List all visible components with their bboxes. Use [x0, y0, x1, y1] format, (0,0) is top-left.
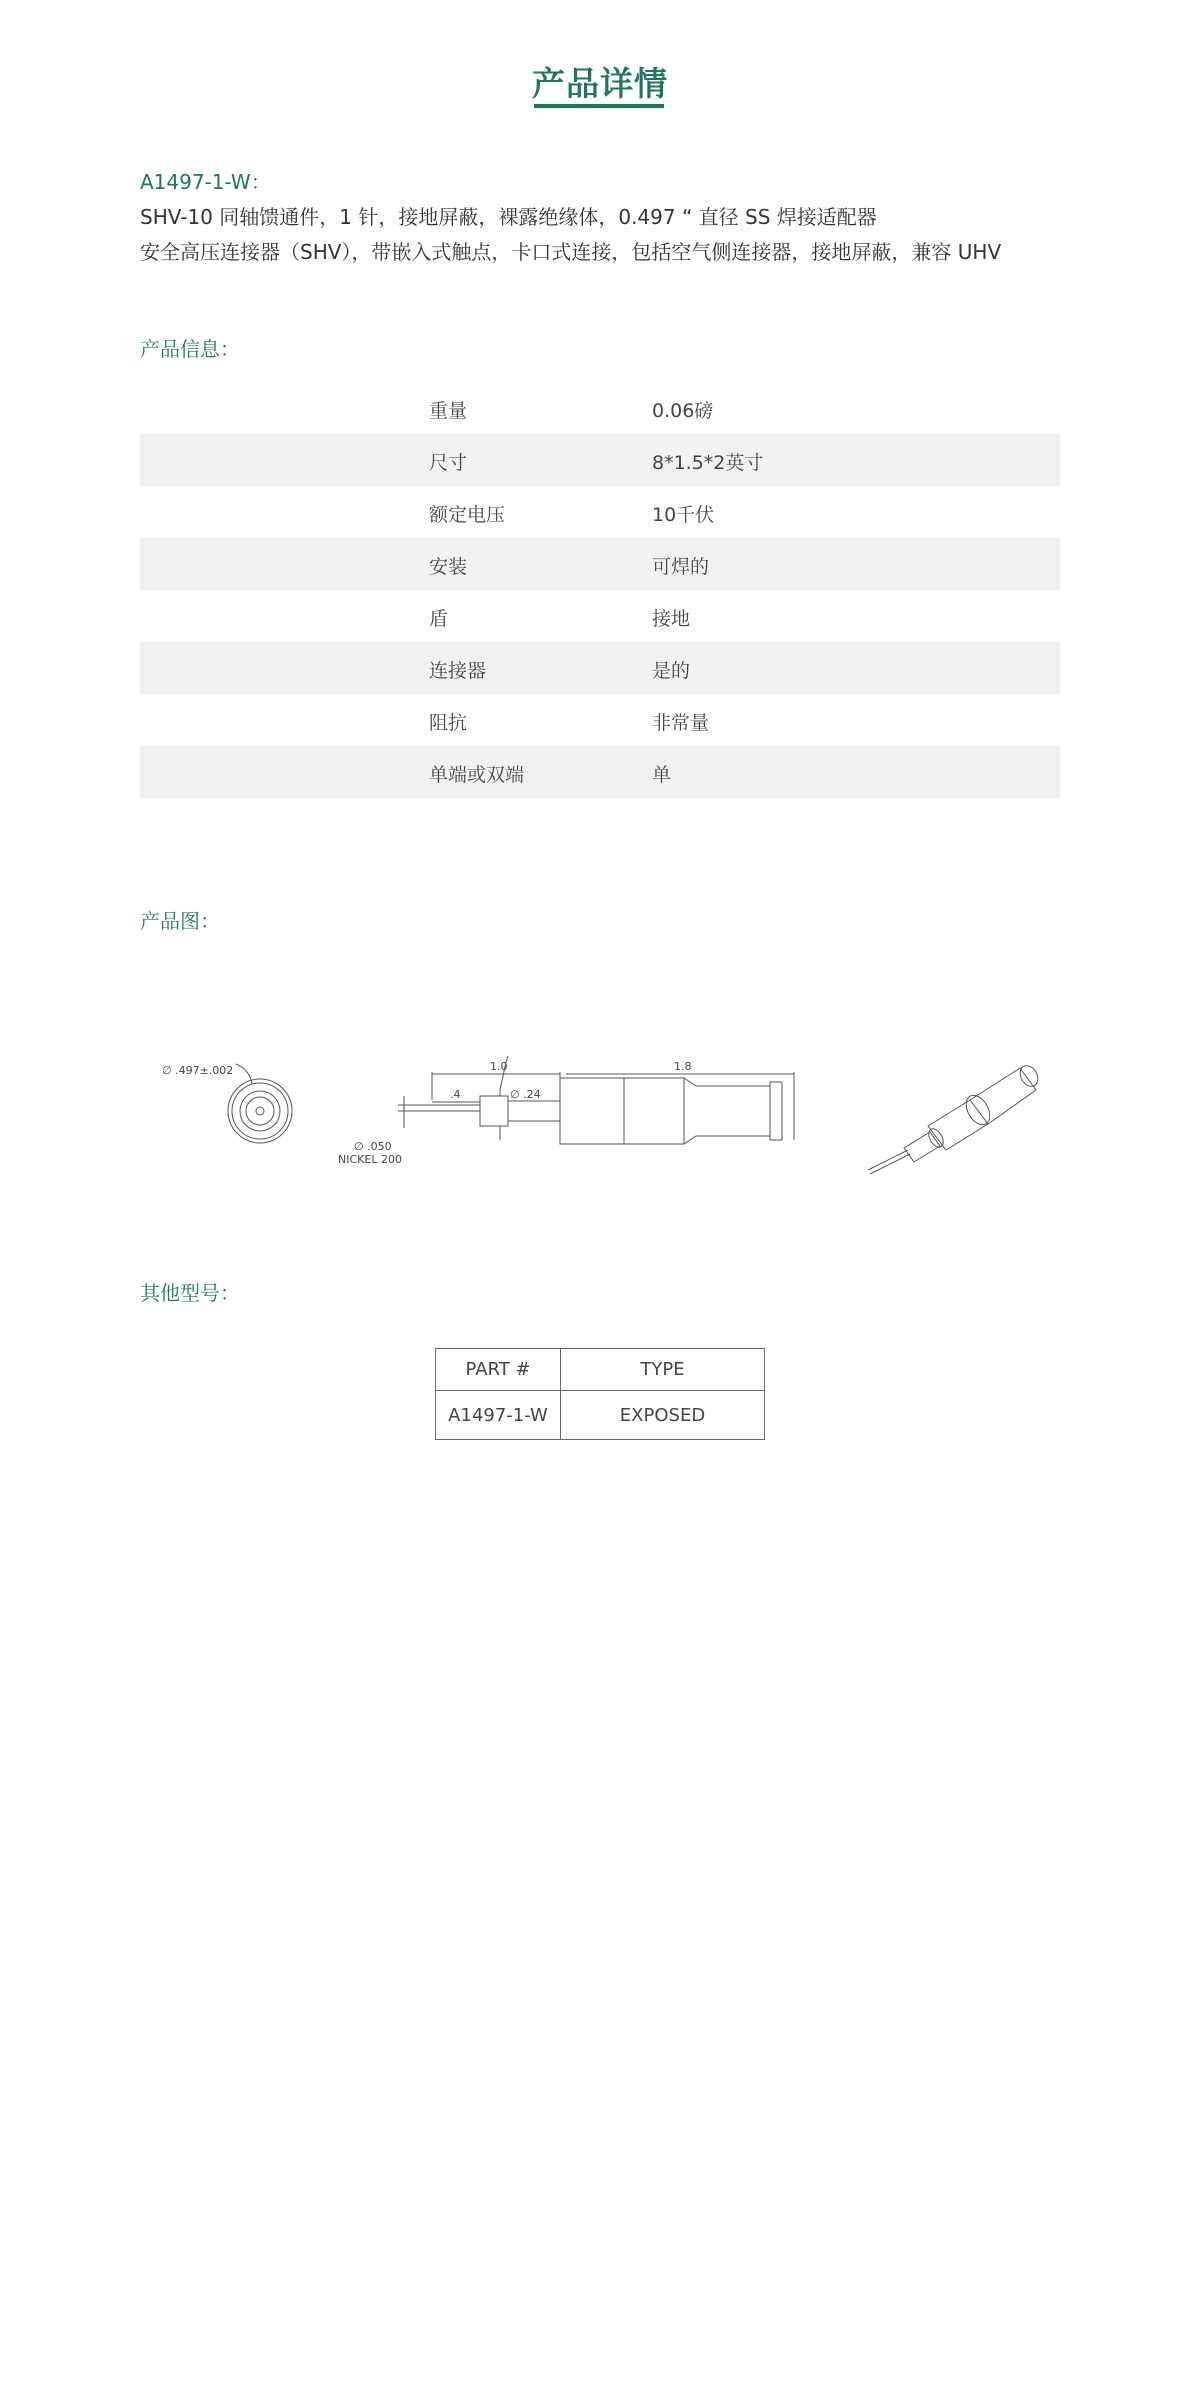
- spec-row: [140, 486, 1060, 538]
- table-row: [436, 1391, 765, 1440]
- spec-value: 10千伏: [652, 504, 715, 526]
- header-type: TYPE: [561, 1349, 765, 1391]
- model-label: A1497-1-W：: [140, 170, 271, 194]
- dim-pin-length: .4: [450, 1088, 461, 1101]
- other-models-table: [435, 1348, 765, 1440]
- spec-row: [140, 590, 1060, 642]
- spec-key: 盾: [429, 608, 449, 630]
- spec-value: 接地: [652, 608, 691, 630]
- spec-key: 连接器: [429, 660, 487, 682]
- product-info-label: 产品信息：: [140, 337, 240, 361]
- spec-key: 额定电压: [429, 504, 506, 526]
- spec-row: [140, 694, 1060, 746]
- spec-row: [140, 538, 1060, 590]
- page-title: 产品详情: [532, 64, 668, 103]
- spec-key: 阻抗: [429, 712, 468, 734]
- product-image-label: 产品图：: [140, 909, 220, 933]
- spec-value: 单: [652, 764, 672, 786]
- header-part: PART #: [436, 1349, 561, 1391]
- other-models-label: 其他型号：: [140, 1281, 240, 1305]
- spec-row: [140, 746, 1060, 798]
- dim-wire-material: NICKEL 200: [338, 1153, 402, 1166]
- spec-value: 非常量: [652, 712, 710, 734]
- spec-value: 可焊的: [652, 556, 710, 578]
- spec-key: 安装: [429, 556, 468, 578]
- dim-pin-diameter: ∅ .24: [510, 1088, 541, 1101]
- spec-value: 8*1.5*2英寸: [652, 452, 764, 474]
- spec-row: [140, 642, 1060, 694]
- dim-diameter: ∅ .497±.002: [162, 1064, 234, 1077]
- spec-row: [140, 382, 1060, 434]
- description-line-1: SHV-10 同轴馈通件，1 针，接地屏蔽，裸露绝缘体，0.497 “ 直径 SS 焊接适配器: [140, 205, 877, 229]
- table-header-row: [436, 1349, 765, 1391]
- spec-key: 重量: [429, 400, 468, 422]
- technical-drawing: [140, 1000, 1060, 1200]
- spec-row: [140, 434, 1060, 486]
- dim-length-total: 1.0: [490, 1060, 508, 1073]
- title-underline: [534, 104, 664, 108]
- cell-type: EXPOSED: [561, 1391, 765, 1440]
- dim-wire-diameter: ∅ .050: [354, 1140, 392, 1153]
- spec-key: 尺寸: [429, 452, 468, 474]
- spec-value: 0.06磅: [652, 400, 714, 422]
- spec-key: 单端或双端: [429, 764, 525, 786]
- spec-value: 是的: [652, 660, 691, 682]
- front-view: [228, 1064, 292, 1143]
- dim-length-body: 1.8: [674, 1060, 692, 1073]
- description-line-2: 安全高压连接器（SHV），带嵌入式触点，卡口式连接，包括空气侧连接器，接地屏蔽，兼容 UHV: [140, 240, 1002, 264]
- iso-view: [868, 1062, 1041, 1174]
- spec-table: [140, 382, 1060, 798]
- cell-part: A1497-1-W: [436, 1391, 561, 1440]
